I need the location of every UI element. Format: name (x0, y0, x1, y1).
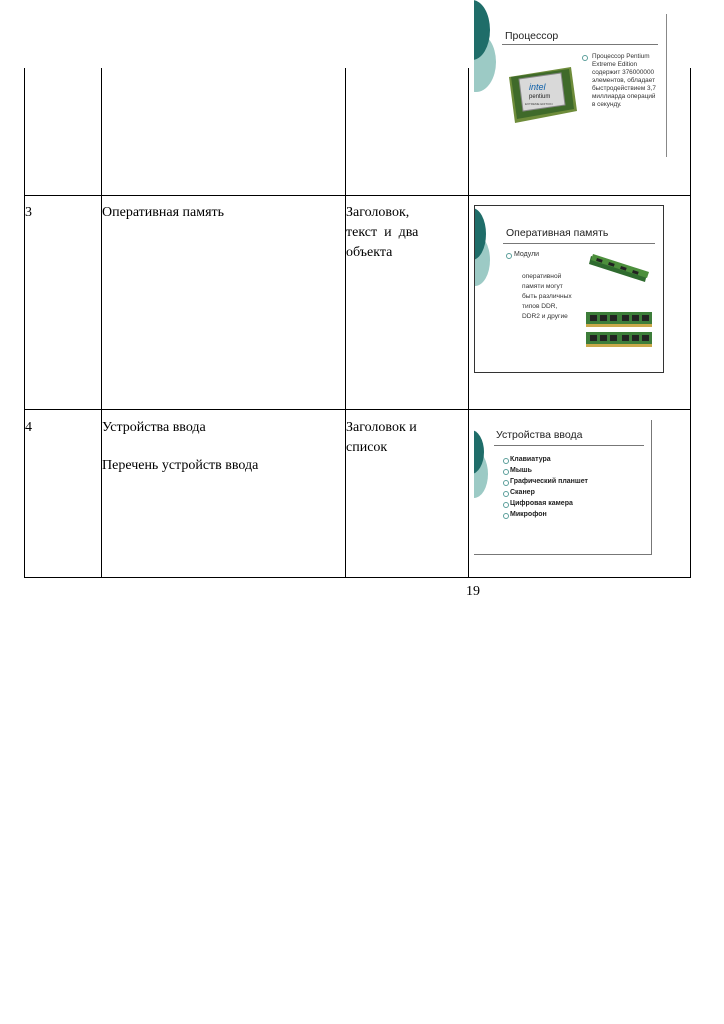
ram-module-image-1 (589, 248, 651, 284)
table-col-divider-1 (101, 68, 102, 578)
teal-arc-decoration (475, 206, 505, 296)
page-number: 19 (466, 584, 480, 599)
slide-title-rule (502, 44, 658, 45)
bullet-icon (503, 469, 509, 475)
slide-title-rule (503, 243, 655, 244)
bullet-icon (503, 502, 509, 508)
table-row-divider-1 (24, 195, 691, 196)
layout-description-cell: Заголовок и список (346, 420, 417, 455)
list-item: Клавиатура (510, 456, 551, 463)
list-item: Мышь (510, 467, 532, 474)
slide-title-cell: Устройства ввода (102, 420, 206, 435)
slide-bottom-border (474, 554, 652, 555)
teal-arc-decoration (474, 430, 498, 520)
slide-bullet-text: Процессор Pentium Extreme Edition содержит 376000000 элементов, обладает быстродействием 3,7 миллиарда операций в секунду. (592, 53, 656, 108)
row-number: 4 (25, 420, 32, 435)
slide-subtitle-cell: Перечень устройств ввода (102, 458, 259, 473)
table-col-divider-2 (345, 68, 346, 578)
slide-right-border (666, 14, 667, 157)
slide-title-cell: Оперативная память (102, 205, 225, 220)
slide-title-rule (494, 445, 644, 446)
bullet-icon (582, 55, 588, 61)
list-item: Графический планшет (510, 478, 588, 485)
slide-body-text: оперативной памяти могут быть различных типов DDR, DDR2 и другие (522, 273, 572, 320)
cpu-chip-image (501, 63, 579, 127)
slide-title: Устройства ввода (496, 429, 583, 441)
slide-right-border (651, 420, 652, 555)
table-row-divider-2 (24, 409, 691, 410)
slide-title: Процессор (505, 30, 559, 42)
bullet-icon (503, 458, 509, 464)
bullet-icon (503, 491, 509, 497)
list-item: Цифровая камера (510, 500, 573, 507)
bullet-icon (503, 480, 509, 486)
slide-title: Оперативная память (506, 227, 609, 239)
table-right-border (690, 68, 691, 578)
bullet-icon (503, 513, 509, 519)
chip-edition-text: EXTREME EDITION (525, 102, 553, 106)
chip-brand-text: pentium (529, 94, 551, 100)
slide-thumbnail-input-devices (474, 420, 652, 555)
table-left-border (24, 68, 25, 578)
layout-description-cell: Заголовок, текст и два объекта (346, 205, 419, 260)
list-item: Микрофон (510, 511, 547, 518)
slide-thumbnail-ram (474, 205, 664, 373)
ram-module-image-2 (586, 310, 654, 352)
slide-bullet-label: Модули (514, 251, 540, 258)
table-bottom-border (24, 577, 691, 578)
list-item: Сканер (510, 489, 535, 496)
row-number: 3 (25, 205, 32, 220)
table-col-divider-3 (468, 68, 469, 578)
slide-thumbnail-processor (474, 0, 670, 158)
chip-logo-text: intel (529, 82, 546, 92)
bullet-icon (506, 253, 512, 259)
